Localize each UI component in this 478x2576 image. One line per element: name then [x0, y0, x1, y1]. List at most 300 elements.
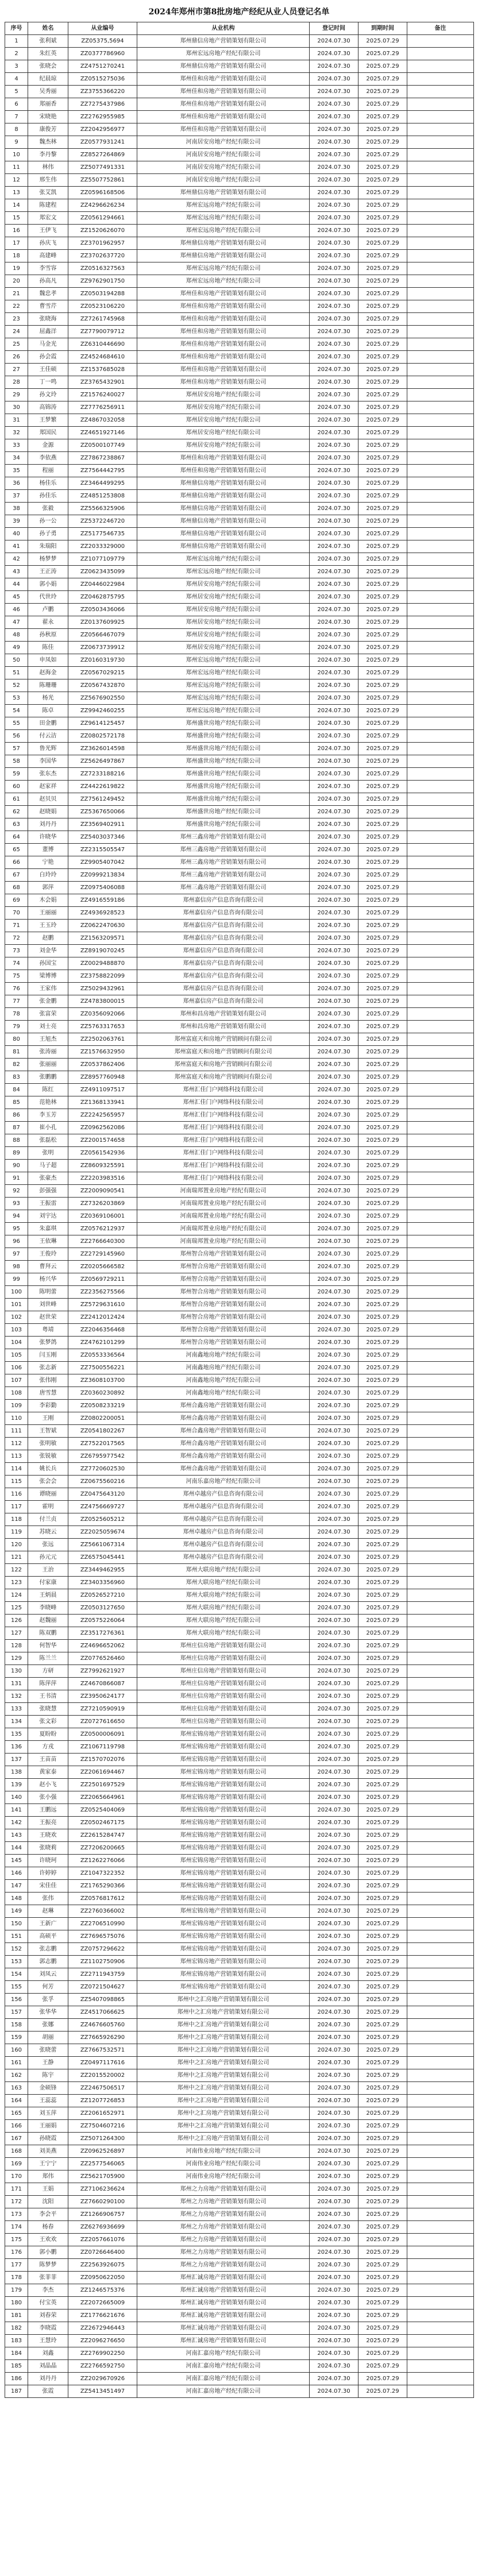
header-reg-date: 登记时间: [310, 22, 358, 35]
cell-reg-date: 2024.07.30: [310, 1640, 358, 1652]
cell-org: 郑州中之汇房地产营销策划有限公司: [137, 2006, 310, 2019]
cell-note: [407, 1867, 474, 1880]
cell-name: 张晓莉: [28, 1842, 68, 1855]
cell-exp-date: 2025.07.29: [358, 1577, 407, 1589]
cell-name: 夏盼盼: [28, 1728, 68, 1741]
cell-reg-date: 2024.07.30: [310, 578, 358, 591]
cell-note: [407, 1754, 474, 1766]
cell-exp-date: 2025.07.29: [358, 995, 407, 1008]
cell-exp-date: 2025.07.29: [358, 364, 407, 376]
cell-exp-date: 2025.07.29: [358, 111, 407, 123]
cell-name: 彭强强: [28, 1185, 68, 1198]
cell-org: 郑州之力房地产营销策划有限公司: [137, 2221, 310, 2234]
cell-id: ZZ1246575376: [68, 2284, 137, 2297]
cell-seq: 63: [5, 818, 28, 831]
cell-note: [407, 2373, 474, 2385]
cell-name: 陈双鹏: [28, 1627, 68, 1640]
cell-exp-date: 2025.07.29: [358, 1994, 407, 2006]
cell-note: [407, 174, 474, 187]
table-row: [5, 1033, 474, 1046]
cell-name: 方研: [28, 1665, 68, 1678]
cell-reg-date: 2024.07.30: [310, 2019, 358, 2032]
cell-seq: 15: [5, 212, 28, 225]
cell-seq: 11: [5, 161, 28, 174]
cell-exp-date: 2025.07.29: [358, 439, 407, 452]
cell-seq: 133: [5, 1703, 28, 1716]
cell-id: ZZ1262276066: [68, 1855, 137, 1867]
cell-seq: 69: [5, 894, 28, 907]
cell-reg-date: 2024.07.30: [310, 161, 358, 174]
cell-org: 郑州富庭天和房地产营销顾问有限公司: [137, 1046, 310, 1059]
cell-org: 郑州盛世房地产经纪有限公司: [137, 806, 310, 818]
cell-exp-date: 2025.07.29: [358, 1463, 407, 1476]
cell-id: ZZ0567029215: [68, 667, 137, 679]
cell-seq: 86: [5, 1109, 28, 1122]
cell-name: 张菲菲: [28, 2272, 68, 2284]
cell-name: 孙秋原: [28, 629, 68, 642]
cell-id: ZZ0377786960: [68, 48, 137, 60]
cell-id: ZZ7504607216: [68, 2120, 137, 2133]
cell-reg-date: 2024.07.30: [310, 591, 358, 604]
cell-exp-date: 2025.07.29: [358, 1602, 407, 1615]
cell-reg-date: 2024.07.30: [310, 2335, 358, 2347]
cell-id: ZZ4696652062: [68, 1640, 137, 1652]
cell-id: ZZ2769902250: [68, 2347, 137, 2360]
table-row: [5, 1791, 474, 1804]
cell-name: 孙会霞: [28, 351, 68, 364]
cell-reg-date: 2024.07.30: [310, 2234, 358, 2246]
cell-seq: 24: [5, 326, 28, 338]
cell-id: ZZ2762955985: [68, 111, 137, 123]
cell-exp-date: 2025.07.29: [358, 1147, 407, 1160]
cell-org: 郑州鼎信房地产营销策划有限公司: [137, 540, 310, 553]
cell-reg-date: 2024.07.30: [310, 1438, 358, 1450]
cell-org: 郑州汇佳门户网络科技有限公司: [137, 1096, 310, 1109]
cell-exp-date: 2025.07.29: [358, 983, 407, 995]
cell-id: ZZ0567432870: [68, 679, 137, 692]
table-row: [5, 894, 474, 907]
cell-note: [407, 553, 474, 566]
cell-id: ZZ6575045441: [68, 1551, 137, 1564]
table-row: [5, 1855, 474, 1867]
cell-name: 胡丽: [28, 2032, 68, 2044]
cell-org: 郑州宏远房地产经纪有限公司: [137, 692, 310, 705]
cell-seq: 32: [5, 427, 28, 439]
cell-org: 郑州汇诚房地产营销策划有限公司: [137, 2297, 310, 2309]
cell-note: [407, 401, 474, 414]
header-name: 姓名: [28, 22, 68, 35]
cell-name: 孙晓霞: [28, 2133, 68, 2145]
cell-org: 郑州嘉信房产信息咨询有限公司: [137, 970, 310, 983]
cell-note: [407, 2107, 474, 2120]
table-row: [5, 1766, 474, 1779]
table-row: [5, 781, 474, 793]
cell-note: [407, 1033, 474, 1046]
cell-org: 郑州卓越房产信息咨询有限公司: [137, 1551, 310, 1564]
table-row: [5, 1488, 474, 1501]
cell-note: [407, 831, 474, 844]
cell-id: ZZ2065664961: [68, 1791, 137, 1804]
table-row: [5, 1627, 474, 1640]
cell-reg-date: 2024.07.30: [310, 2347, 358, 2360]
table-row: [5, 2272, 474, 2284]
cell-id: ZZ0802200051: [68, 1412, 137, 1425]
cell-reg-date: 2024.07.30: [310, 667, 358, 679]
cell-reg-date: 2024.07.30: [310, 2183, 358, 2196]
cell-id: ZZ0721504627: [68, 1981, 137, 1994]
cell-reg-date: 2024.07.30: [310, 35, 358, 48]
cell-note: [407, 869, 474, 882]
cell-reg-date: 2024.07.30: [310, 1362, 358, 1374]
cell-exp-date: 2025.07.29: [358, 2006, 407, 2019]
cell-seq: 1: [5, 35, 28, 48]
cell-seq: 29: [5, 389, 28, 401]
cell-exp-date: 2025.07.29: [358, 604, 407, 616]
cell-org: 郑州居安房地产经纪有限公司: [137, 591, 310, 604]
table-row: [5, 136, 474, 149]
cell-org: 郑州佳和房地产营销策划有限公司: [137, 452, 310, 465]
cell-reg-date: 2024.07.30: [310, 1779, 358, 1791]
cell-name: 王振亮: [28, 1817, 68, 1829]
cell-exp-date: 2025.07.29: [358, 1248, 407, 1261]
cell-name: 唐雪慧: [28, 1387, 68, 1400]
cell-seq: 185: [5, 2360, 28, 2373]
cell-id: ZZ5403037346: [68, 831, 137, 844]
cell-name: 姚长兵: [28, 1463, 68, 1476]
cell-id: ZZ2412012424: [68, 1311, 137, 1324]
cell-exp-date: 2025.07.29: [358, 60, 407, 73]
cell-id: ZZ5071264300: [68, 2133, 137, 2145]
cell-org: 郑州宏远房地产经纪有限公司: [137, 262, 310, 275]
cell-id: ZZ0776526460: [68, 1652, 137, 1665]
cell-seq: 144: [5, 1842, 28, 1855]
cell-name: 王佳硕: [28, 364, 68, 376]
table-row: [5, 1109, 474, 1122]
cell-seq: 123: [5, 1577, 28, 1589]
cell-exp-date: 2025.07.29: [358, 2069, 407, 2082]
cell-name: 张远: [28, 1539, 68, 1551]
cell-exp-date: 2025.07.29: [358, 1223, 407, 1235]
registration-table: [5, 22, 474, 2398]
cell-id: ZZ0503436066: [68, 604, 137, 616]
cell-note: [407, 1286, 474, 1299]
table-row: [5, 35, 474, 48]
cell-reg-date: 2024.07.30: [310, 957, 358, 970]
cell-name: 张伟: [28, 1893, 68, 1905]
table-row: [5, 983, 474, 995]
cell-org: 郑州鼎信房地产营销策划有限公司: [137, 490, 310, 503]
cell-org: 郑州智合房地产营销策划有限公司: [137, 1286, 310, 1299]
cell-org: 郑州宏远房地产经纪有限公司: [137, 679, 310, 692]
cell-org: 郑州庄信房地产营销策划有限公司: [137, 1716, 310, 1728]
cell-org: 郑州盛世房地产经纪有限公司: [137, 768, 310, 781]
cell-note: [407, 1943, 474, 1956]
cell-name: 申凤如: [28, 654, 68, 667]
cell-org: 郑州佳和房地产营销策划有限公司: [137, 98, 310, 111]
cell-seq: 164: [5, 2095, 28, 2107]
table-row: [5, 692, 474, 705]
cell-name: 郭萍: [28, 882, 68, 894]
cell-exp-date: 2025.07.29: [358, 1311, 407, 1324]
cell-note: [407, 1880, 474, 1893]
cell-org: 郑州居安房地产经纪有限公司: [137, 414, 310, 427]
cell-reg-date: 2024.07.30: [310, 1539, 358, 1551]
cell-exp-date: 2025.07.29: [358, 376, 407, 389]
table-row: [5, 86, 474, 98]
cell-reg-date: 2024.07.30: [310, 111, 358, 123]
cell-name: 何智华: [28, 1640, 68, 1652]
cell-id: ZZ2356275566: [68, 1286, 137, 1299]
table-row: [5, 957, 474, 970]
cell-note: [407, 2044, 474, 2057]
cell-org: 郑州中之汇房地产营销策划有限公司: [137, 2133, 310, 2145]
cell-reg-date: 2024.07.30: [310, 1071, 358, 1084]
cell-reg-date: 2024.07.30: [310, 1804, 358, 1817]
cell-note: [407, 1930, 474, 1943]
cell-note: [407, 591, 474, 604]
cell-seq: 115: [5, 1476, 28, 1488]
table-row: [5, 566, 474, 578]
table-row: [5, 2221, 474, 2234]
cell-id: ZZ0360230892: [68, 1387, 137, 1400]
cell-name: 李彩勤: [28, 1400, 68, 1412]
cell-id: ZZ2033329000: [68, 540, 137, 553]
document-page: [5, 0, 473, 2398]
cell-seq: 58: [5, 755, 28, 768]
cell-exp-date: 2025.07.29: [358, 591, 407, 604]
cell-seq: 151: [5, 1930, 28, 1943]
cell-name: 陈建程: [28, 199, 68, 212]
cell-org: 郑州汇诚房地产营销策划有限公司: [137, 2284, 310, 2297]
cell-name: 赵魏丽: [28, 1615, 68, 1627]
cell-note: [407, 212, 474, 225]
cell-exp-date: 2025.07.29: [358, 1754, 407, 1766]
table-row: [5, 2133, 474, 2145]
cell-name: 李依燕: [28, 452, 68, 465]
table-row: [5, 2171, 474, 2183]
cell-reg-date: 2024.07.30: [310, 768, 358, 781]
cell-exp-date: 2025.07.29: [358, 326, 407, 338]
table-row: [5, 60, 474, 73]
cell-reg-date: 2024.07.30: [310, 1652, 358, 1665]
cell-seq: 9: [5, 136, 28, 149]
cell-id: ZZ7261745968: [68, 313, 137, 326]
cell-name: 郑伟: [28, 2171, 68, 2183]
cell-seq: 105: [5, 1349, 28, 1362]
cell-id: ZZ7665926290: [68, 2032, 137, 2044]
cell-note: [407, 743, 474, 755]
cell-reg-date: 2024.07.30: [310, 1425, 358, 1438]
cell-reg-date: 2024.07.30: [310, 1122, 358, 1134]
cell-org: 郑州宏锦房地产营销策划有限公司: [137, 1728, 310, 1741]
cell-id: ZZ5077491331: [68, 161, 137, 174]
table-row: [5, 1867, 474, 1880]
cell-org: 郑州中之汇房地产营销策划有限公司: [137, 2019, 310, 2032]
cell-id: ZZ5372246720: [68, 515, 137, 528]
cell-exp-date: 2025.07.29: [358, 616, 407, 629]
cell-reg-date: 2024.07.30: [310, 262, 358, 275]
cell-note: [407, 629, 474, 642]
table-row: [5, 1349, 474, 1362]
cell-org: 郑州之力房地产营销策划有限公司: [137, 2246, 310, 2259]
cell-exp-date: 2025.07.29: [358, 2297, 407, 2309]
cell-note: [407, 528, 474, 540]
table-row: [5, 932, 474, 945]
cell-name: 宁艳: [28, 856, 68, 869]
cell-note: [407, 2284, 474, 2297]
cell-exp-date: 2025.07.29: [358, 553, 407, 566]
cell-note: [407, 1678, 474, 1690]
cell-name: 代世玲: [28, 591, 68, 604]
cell-seq: 23: [5, 313, 28, 326]
cell-seq: 55: [5, 717, 28, 730]
cell-name: 吴秀丽: [28, 86, 68, 98]
cell-seq: 35: [5, 465, 28, 477]
cell-seq: 163: [5, 2082, 28, 2095]
cell-seq: 157: [5, 2006, 28, 2019]
cell-seq: 26: [5, 351, 28, 364]
cell-reg-date: 2024.07.30: [310, 1299, 358, 1311]
cell-name: 高锦涛: [28, 401, 68, 414]
cell-name: 张富荣: [28, 1008, 68, 1021]
table-row: [5, 629, 474, 642]
table-row: [5, 275, 474, 288]
cell-exp-date: 2025.07.29: [358, 2032, 407, 2044]
cell-exp-date: 2025.07.29: [358, 882, 407, 894]
cell-reg-date: 2024.07.30: [310, 351, 358, 364]
cell-seq: 12: [5, 174, 28, 187]
cell-name: 张伟刚: [28, 1374, 68, 1387]
cell-reg-date: 2024.07.30: [310, 237, 358, 250]
cell-seq: 187: [5, 2385, 28, 2398]
cell-name: 孙高凡: [28, 275, 68, 288]
table-row: [5, 1311, 474, 1324]
cell-seq: 46: [5, 604, 28, 616]
table-body: [5, 35, 474, 2398]
cell-name: 王书清: [28, 1690, 68, 1703]
cell-id: ZZ0561294661: [68, 212, 137, 225]
cell-name: 张豪杰: [28, 1172, 68, 1185]
cell-reg-date: 2024.07.30: [310, 1918, 358, 1930]
cell-note: [407, 1198, 474, 1210]
cell-name: 李雪容: [28, 262, 68, 275]
cell-note: [407, 1640, 474, 1652]
cell-exp-date: 2025.07.29: [358, 2360, 407, 2373]
cell-note: [407, 1918, 474, 1930]
cell-org: 郑州庄信房地产营销策划有限公司: [137, 1665, 310, 1678]
cell-reg-date: 2024.07.30: [310, 1791, 358, 1804]
cell-seq: 142: [5, 1817, 28, 1829]
cell-exp-date: 2025.07.29: [358, 1160, 407, 1172]
cell-note: [407, 1450, 474, 1463]
table-row: [5, 1640, 474, 1652]
cell-reg-date: 2024.07.30: [310, 1046, 358, 1059]
cell-seq: 19: [5, 262, 28, 275]
cell-exp-date: 2025.07.29: [358, 2335, 407, 2347]
table-row: [5, 1690, 474, 1703]
cell-name: 张鹏鹏: [28, 1071, 68, 1084]
cell-org: 郑州大联房地产经纪有限公司: [137, 1577, 310, 1589]
table-row: [5, 717, 474, 730]
cell-exp-date: 2025.07.29: [358, 1337, 407, 1349]
cell-id: ZZ4517066625: [68, 2006, 137, 2019]
cell-name: 陈明蕾: [28, 1286, 68, 1299]
cell-note: [407, 1235, 474, 1248]
cell-id: ZZ3403356960: [68, 1577, 137, 1589]
cell-seq: 89: [5, 1147, 28, 1160]
cell-exp-date: 2025.07.29: [358, 679, 407, 692]
cell-name: 张娜: [28, 2019, 68, 2032]
cell-seq: 179: [5, 2284, 28, 2297]
cell-seq: 6: [5, 98, 28, 111]
table-row: [5, 1829, 474, 1842]
table-row: [5, 1185, 474, 1198]
cell-seq: 143: [5, 1829, 28, 1842]
cell-reg-date: 2024.07.30: [310, 1943, 358, 1956]
cell-org: 郑州汇佳门户网络科技有限公司: [137, 1109, 310, 1122]
cell-id: ZZ2766640300: [68, 1235, 137, 1248]
cell-id: ZZ0356092066: [68, 1008, 137, 1021]
cell-seq: 145: [5, 1855, 28, 1867]
cell-exp-date: 2025.07.29: [358, 237, 407, 250]
cell-note: [407, 1602, 474, 1615]
cell-seq: 62: [5, 806, 28, 818]
cell-org: 郑州鼎信房地产营销策划有限公司: [137, 187, 310, 199]
cell-org: 郑州佳和房地产营销策划有限公司: [137, 123, 310, 136]
cell-reg-date: 2024.07.30: [310, 679, 358, 692]
cell-exp-date: 2025.07.29: [358, 2309, 407, 2322]
cell-exp-date: 2025.07.29: [358, 831, 407, 844]
cell-note: [407, 2322, 474, 2335]
cell-exp-date: 2025.07.29: [358, 869, 407, 882]
cell-reg-date: 2024.07.30: [310, 1513, 358, 1526]
cell-seq: 119: [5, 1526, 28, 1539]
cell-org: 郑州智合房地产营销策划有限公司: [137, 1273, 310, 1286]
cell-org: 郑州佳和房地产营销策划有限公司: [137, 288, 310, 300]
cell-id: ZZ0500107749: [68, 439, 137, 452]
cell-org: 郑州宏远房地产经纪有限公司: [137, 705, 310, 717]
cell-exp-date: 2025.07.29: [358, 1374, 407, 1387]
cell-reg-date: 2024.07.30: [310, 1968, 358, 1981]
cell-id: ZZ4756669727: [68, 1501, 137, 1513]
cell-exp-date: 2025.07.29: [358, 1299, 407, 1311]
table-row: [5, 1324, 474, 1337]
cell-exp-date: 2025.07.29: [358, 2208, 407, 2221]
cell-name: 赵小飞: [28, 1779, 68, 1791]
cell-seq: 70: [5, 907, 28, 920]
cell-name: 李国华: [28, 755, 68, 768]
cell-name: 孙子勇: [28, 528, 68, 540]
cell-reg-date: 2024.07.30: [310, 717, 358, 730]
cell-note: [407, 414, 474, 427]
cell-name: 王娟: [28, 2183, 68, 2196]
cell-name: 苏晓云: [28, 1526, 68, 1539]
cell-reg-date: 2024.07.30: [310, 389, 358, 401]
cell-exp-date: 2025.07.29: [358, 1059, 407, 1071]
cell-reg-date: 2024.07.30: [310, 149, 358, 161]
table-row: [5, 679, 474, 692]
cell-name: 丁一鸣: [28, 376, 68, 389]
cell-name: 李丹黎: [28, 149, 68, 161]
cell-exp-date: 2025.07.29: [358, 1855, 407, 1867]
cell-org: 郑州卓越房产信息咨询有限公司: [137, 1488, 310, 1501]
cell-seq: 7: [5, 111, 28, 123]
cell-id: ZZ1765290366: [68, 1880, 137, 1893]
cell-note: [407, 439, 474, 452]
cell-seq: 54: [5, 705, 28, 717]
cell-seq: 41: [5, 540, 28, 553]
cell-reg-date: 2024.07.30: [310, 1412, 358, 1425]
